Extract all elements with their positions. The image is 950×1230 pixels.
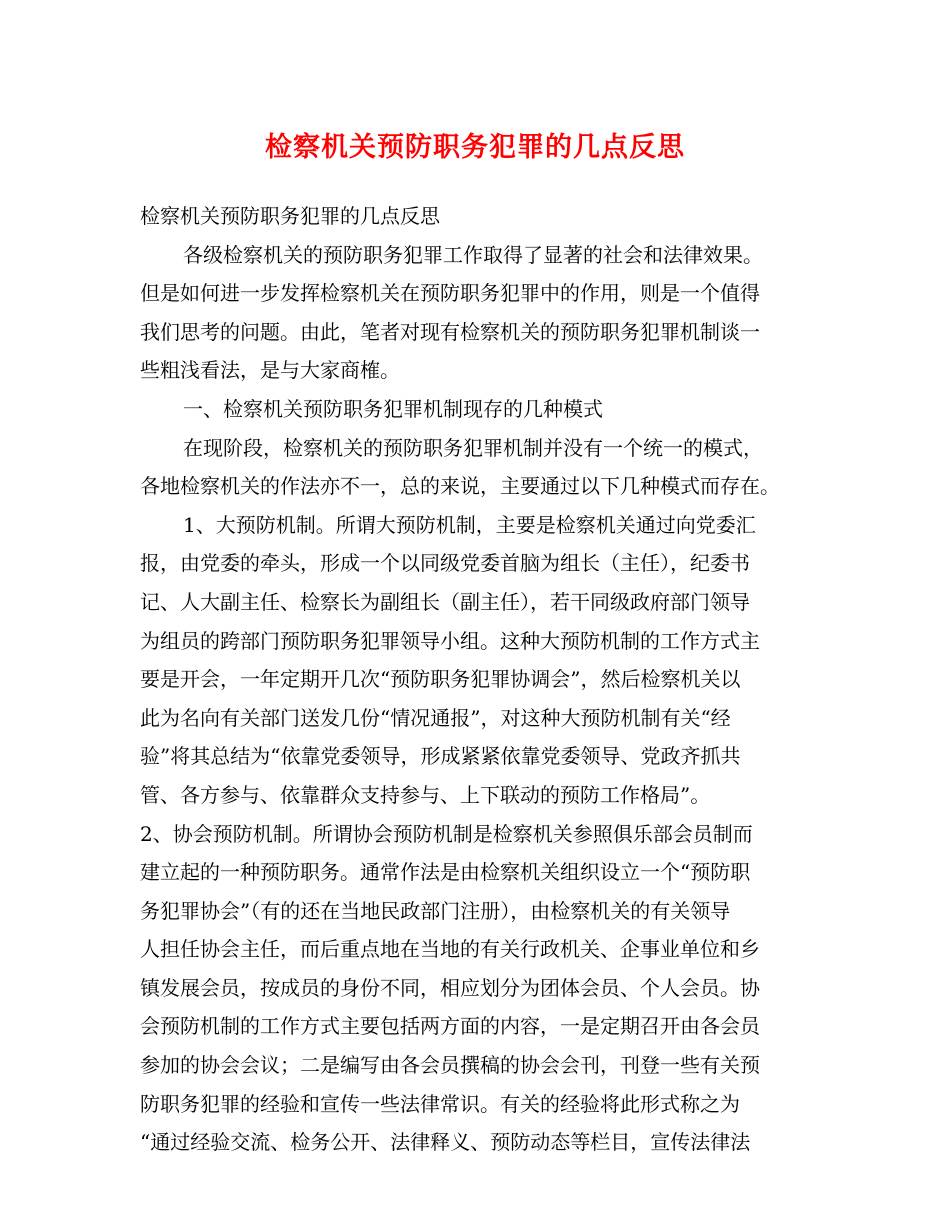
body-line: 一、检察机关预防职务犯罪机制现存的几种模式 (183, 396, 603, 421)
body-line: 在现阶段，检察机关的预防职务犯罪机制并没有一个统一的模式， (183, 435, 763, 460)
body-line: 为组员的跨部门预防职务犯罪领导小组。这种大预防机制的工作方式主 (140, 628, 760, 653)
body-line: 记、人大副主任、检察长为副组长（副主任），若干同级政府部门领导 (140, 589, 750, 614)
body-line: 报，由党委的牵头，形成一个以同级党委首脑为组长（主任），纪委书 (140, 551, 750, 576)
body-line: 人担任协会主任，而后重点地在当地的有关行政机关、企事业单位和乡 (140, 937, 760, 962)
body-line: 各地检察机关的作法亦不一，总的来说，主要通过以下几种模式而存在。 (140, 474, 780, 499)
body-line: 建立起的一种预防职务。通常作法是由检察机关组织设立一个“预防职 (140, 860, 751, 885)
body-line: “通过经验交流、检务公开、法律释义、预防动态等栏目，宣传法律法 (140, 1130, 751, 1155)
body-line: 防职务犯罪的经验和宣传一些法律常识。有关的经验将此形式称之为 (140, 1091, 740, 1116)
body-line: 务犯罪协会”（有的还在当地民政部门注册），由检察机关的有关领导 (140, 898, 731, 923)
body-line: 检察机关预防职务犯罪的几点反思 (140, 204, 440, 228)
body-line: 但是如何进一步发挥检察机关在预防职务犯罪中的作用，则是一个值得 (140, 281, 760, 306)
body-line: 些粗浅看法，是与大家商榷。 (140, 358, 400, 383)
body-line: 我们思考的问题。由此，笔者对现有检察机关的预防职务犯罪机制谈一 (140, 319, 760, 344)
body-line: 会预防机制的工作方式主要包括两方面的内容，一是定期召开由各会员 (140, 1014, 760, 1039)
body-line: 1、大预防机制。所谓大预防机制，主要是检察机关通过向党委汇 (183, 512, 756, 537)
document-body (140, 197, 825, 1162)
body-line: 参加的协会会议；二是编写由各会员撰稿的协会会刊，刊登一些有关预 (140, 1053, 760, 1078)
body-line: 2、协会预防机制。所谓协会预防机制是检察机关参照俱乐部会员制而 (140, 821, 753, 846)
body-line: 管、各方参与、依靠群众支持参与、上下联动的预防工作格局”。 (140, 782, 711, 807)
document-title: 检察机关预防职务犯罪的几点反思 (265, 132, 685, 163)
body-line: 验”将其总结为“依靠党委领导，形成紧紧依靠党委领导、党政齐抓共 (140, 744, 741, 769)
body-line: 各级检察机关的预防职务犯罪工作取得了显著的社会和法律效果。 (183, 242, 763, 267)
body-line: 镇发展会员，按成员的身份不同，相应划分为团体会员、个人会员。协 (140, 975, 760, 1000)
body-line: 要是开会，一年定期开几次“预防职务犯罪协调会”，然后检察机关以 (140, 667, 741, 692)
body-line: 此为名向有关部门送发几份“情况通报”，对这种大预防机制有关“经 (140, 705, 731, 730)
